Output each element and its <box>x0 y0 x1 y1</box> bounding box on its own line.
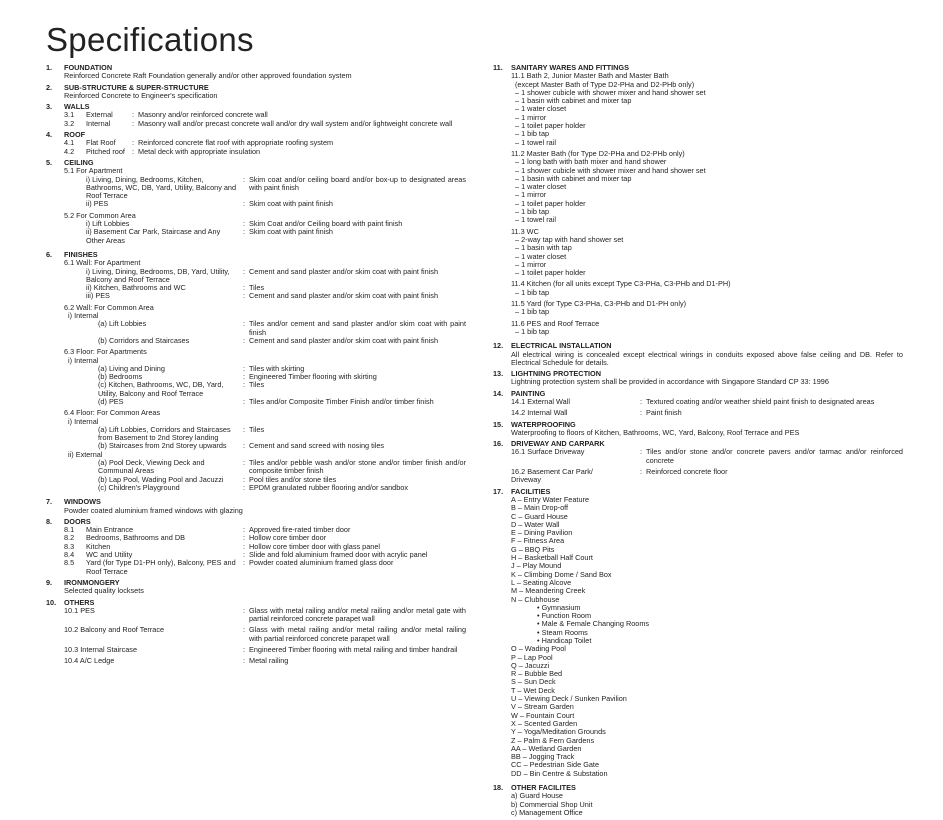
sub-heading: 11.6 PES and Roof Terrace <box>511 318 600 328</box>
row-value: Hollow core timber door with glass panel <box>249 541 380 551</box>
section-substructure <box>46 84 466 101</box>
row-value: Approved fire-rated timber door <box>249 525 351 535</box>
section-title: IRONMONGERY <box>64 577 120 587</box>
row-number: 8.5 <box>64 558 75 568</box>
fitting-list <box>493 89 903 147</box>
row-value: Engineered Timber flooring with metal railing and timber handrail <box>249 645 458 654</box>
spec-row: ii) Kitchen, Bathrooms and WC : Tiles <box>46 284 466 292</box>
list-item: – 1 towel rail <box>515 215 556 225</box>
sub-heading: 6.2 Wall: For Common Area <box>64 302 154 312</box>
sub-heading-note: (except Master Bath of Type D2-PHa and D2-PHb only) <box>515 79 695 89</box>
section-title: DRIVEWAY AND CARPARK <box>511 439 605 449</box>
row-value: Glass with metal railing and/or metal railing and/or metal gate with partial reinforced concrete parapet wall <box>249 605 466 624</box>
list-item: – 1 basin with tap <box>515 243 572 253</box>
spec-row: i) Lift Lobbies : Skim Coat and/or Ceiling board with paint finish <box>46 220 466 228</box>
spec-row: (a) Pool Deck, Viewing Deck and Communal Areas : Tiles and/or pebble wash and/or stone and/or timber finish and/or composite timber finish <box>46 459 466 476</box>
section-number: 18. <box>493 783 504 793</box>
sub-heading: i) Internal <box>68 355 99 365</box>
spec-row: 3.1 External : Masonry and/or reinforced concrete wall <box>46 111 466 119</box>
row-value: Masonry wall and/or precast concrete wall and/or dry wall system and/or lightweight concrete wall <box>138 118 453 128</box>
section-electrical <box>493 342 903 367</box>
row-value: Metal railing <box>249 656 289 666</box>
row-label: (a) Lift Lobbies, Corridors and Staircases from Basement to 2nd Storey landing <box>98 424 231 443</box>
section-number: 3. <box>46 102 53 112</box>
spec-row: (a) Living and Dining : Tiles with skirting <box>46 365 466 373</box>
row-value: Cement and sand screed with nosing tiles <box>249 441 385 451</box>
row-value: Hollow core timber door <box>249 533 327 543</box>
list-item: a) Guard House <box>511 791 563 801</box>
list-item: • Steam Rooms <box>537 627 588 637</box>
row-label: i) Lift Lobbies <box>86 219 130 229</box>
list-item: M – Meandering Creek <box>511 586 586 596</box>
row-number: 8.2 <box>64 533 75 543</box>
row-label: 14.2 Internal Wall <box>511 408 568 418</box>
list-item: – 1 bib tap <box>515 307 550 317</box>
spec-row: (a) Lift Lobbies, Corridors and Staircases from Basement to 2nd Storey landing : Tiles <box>46 426 466 443</box>
row-label: 10.4 A/C Ledge <box>64 656 115 666</box>
spec-row: 8.2 Bedrooms, Bathrooms and DB : Hollow core timber door <box>46 534 466 542</box>
row-value: Masonry and/or reinforced concrete wall <box>138 110 268 120</box>
clubhouse-list <box>493 604 903 645</box>
list-item: BB – Jogging Track <box>511 752 575 762</box>
spec-row: (c) Kitchen, Bathrooms, WC, DB, Yard, Utility, Balcony and Roof Terrace : Tiles <box>46 381 466 398</box>
sub-heading: 6.1 Wall: For Apartment <box>64 258 141 268</box>
row-number: 4.2 <box>64 146 75 156</box>
section-title: PAINTING <box>511 388 546 398</box>
spec-row: iii) PES : Cement and sand plaster and/or skim coat with paint finish <box>46 292 466 300</box>
row-value: Powder coated aluminium framed glass door <box>249 558 394 568</box>
row-label: (a) Pool Deck, Viewing Deck and Communal Areas <box>98 458 205 476</box>
section-title: DOORS <box>64 516 91 526</box>
row-label: (c) Children's Playground <box>98 482 180 492</box>
list-item: J – Play Mound <box>511 561 562 571</box>
section-number: 9. <box>46 577 53 587</box>
page-title: Specifications <box>46 21 254 58</box>
section-ironmongery <box>46 579 466 596</box>
section-title: WINDOWS <box>64 497 101 507</box>
list-item: Z – Palm & Fern Gardens <box>511 735 595 745</box>
section-title: FACILITIES <box>511 486 551 496</box>
list-item: U – Viewing Deck / Sunken Pavilion <box>511 694 627 704</box>
list-item: H – Basketball Half Court <box>511 553 593 563</box>
row-value: Tiles <box>249 424 265 434</box>
row-label: i) Living, Dining, Bedrooms, DB, Yard, Utility, Balcony and Roof Terrace <box>86 266 230 284</box>
row-label: (b) Bedrooms <box>98 372 143 382</box>
sub-heading: 11.4 Kitchen (for all units except Type C3-PHa, C3-PHb and D1-PH) <box>511 279 731 289</box>
sub-heading: 6.3 Floor: For Apartments <box>64 347 147 357</box>
section-title: ELECTRICAL INSTALLATION <box>511 341 612 351</box>
list-item: S – Sun Deck <box>511 677 556 687</box>
row-label: 10.3 Internal Staircase <box>64 645 138 654</box>
spec-row: (c) Children's Playground : EPDM granulated rubber flooring and/or sandbox <box>46 484 466 492</box>
spec-row: (d) PES : Tiles and/or Composite Timber Finish and/or timber finish <box>46 398 466 406</box>
section-title: WALLS <box>64 102 90 112</box>
list-item: – 1 bib tap <box>515 207 550 217</box>
spec-row: (b) Bedrooms : Engineered Timber flooring with skirting <box>46 373 466 381</box>
list-item: Q – Jacuzzi <box>511 660 550 670</box>
sub-heading: 11.3 WC <box>511 226 539 236</box>
section-roof <box>46 131 466 156</box>
row-value: Tiles and/or pebble wash and/or stone and/or timber finish and/or composite timber finish <box>249 458 466 476</box>
section-number: 7. <box>46 497 53 507</box>
section-number: 12. <box>493 341 504 351</box>
section-number: 16. <box>493 439 504 449</box>
section-title: OTHER FACILITES <box>511 783 576 793</box>
spec-row: 16.2 Basement Car Park/ Driveway : Reinforced concrete floor <box>493 468 903 485</box>
section-title: SUB-STRUCTURE & SUPER-STRUCTURE <box>64 82 209 92</box>
spec-row: (b) Corridors and Staircases : Cement and sand plaster and/or skim coat with paint finish <box>46 337 466 345</box>
row-value: Skim Coat and/or Ceiling board with paint finish <box>249 219 403 229</box>
section-number: 6. <box>46 249 53 259</box>
list-item: – 1 bib tap <box>515 129 550 139</box>
section-waterproofing <box>493 421 903 438</box>
row-value: Reinforced concrete floor <box>646 467 728 477</box>
list-item: AA – Wetland Garden <box>511 743 582 753</box>
section-number: 8. <box>46 516 53 526</box>
section-text: Lightning protection system shall be provided in accordance with Singapore Standard CP 33: 1996 <box>511 377 829 387</box>
row-number: 4.1 <box>64 138 75 148</box>
list-item: Y – Yoga/Meditation Grounds <box>511 727 606 737</box>
row-label: Yard (for Type D1-PH only), Balcony, PES and Roof Terrace <box>86 558 236 576</box>
section-text: Selected quality locksets <box>64 586 144 596</box>
sub-heading: 11.1 Bath 2, Junior Master Bath and Master Bath <box>511 71 669 81</box>
spec-row: 4.1 Flat Roof : Reinforced concrete flat roof with appropriate roofing system <box>46 139 466 147</box>
list-item: L – Seating Alcove <box>511 577 572 587</box>
section-number: 2. <box>46 82 53 92</box>
section-title: CEILING <box>64 157 94 167</box>
list-item: DD – Bin Centre & Substation <box>511 768 608 778</box>
list-item: – 1 mirror <box>515 190 547 200</box>
row-value: Engineered Timber flooring with skirting <box>249 372 377 382</box>
list-item: W – Fountain Court <box>511 710 575 720</box>
row-label: ii) PES <box>86 199 109 209</box>
section-finishes <box>46 251 466 492</box>
list-item: – 1 bib tap <box>515 287 550 297</box>
row-label: Kitchen <box>86 541 111 551</box>
facility-list <box>493 496 903 604</box>
row-label: Bedrooms, Bathrooms and DB <box>86 533 185 543</box>
row-value: Tiles <box>249 283 265 293</box>
facility-list <box>493 645 903 778</box>
list-item: b) Commercial Shop Unit <box>511 799 593 809</box>
section-number: 14. <box>493 388 504 398</box>
fitting-list <box>493 236 903 277</box>
list-item: A – Entry Water Feature <box>511 494 589 504</box>
row-value: Cement and sand plaster and/or skim coat with paint finish <box>249 335 439 345</box>
list-item: – 1 toilet paper holder <box>515 198 586 208</box>
row-label: (b) Corridors and Staircases <box>98 335 190 345</box>
spec-row: i) Living, Dining, Bedrooms, Kitchen, Bathrooms, WC, DB, Yard, Utility, Balcony and Roof Terrace : Skim coat and/or ceiling board and/or box-up to designated areas with paint finish <box>46 176 466 201</box>
row-value: Skim coat with paint finish <box>249 227 333 237</box>
list-item: – 1 water closet <box>515 104 567 114</box>
fitting-list <box>493 328 903 336</box>
spec-row: ii) Basement Car Park, Staircase and Any Other Areas : Skim coat with paint finish <box>46 228 466 245</box>
list-item: R – Bubble Bed <box>511 669 563 679</box>
list-item: – 1 basin with cabinet and mixer tap <box>515 96 632 106</box>
list-item: c) Management Office <box>511 807 583 817</box>
row-label: External <box>86 110 113 120</box>
row-number: 3.2 <box>64 118 75 128</box>
list-item: – 1 water closet <box>515 251 567 261</box>
row-label: 16.1 Surface Driveway <box>511 447 585 457</box>
fitting-list <box>493 158 903 224</box>
list-item: CC – Pedestrian Side Gate <box>511 760 600 770</box>
row-value: Cement and sand plaster and/or skim coat with paint finish <box>249 291 439 301</box>
list-item: • Male & Female Changing Rooms <box>537 619 650 629</box>
row-value: Tiles and/or stone and/or concrete pavers and/or tarmac and/or reinforced concrete <box>646 447 903 465</box>
section-windows <box>46 498 466 515</box>
spec-row: 8.5 Yard (for Type D1-PH only), Balcony, PES and Roof Terrace : Powder coated aluminium framed glass door <box>46 559 466 576</box>
row-value: Tiles with skirting <box>249 363 305 373</box>
section-sanitary <box>493 64 903 336</box>
list-item: B – Main Drop-off <box>511 503 569 513</box>
row-value: Tiles <box>249 380 265 390</box>
row-label: Main Entrance <box>86 525 134 535</box>
sub-heading: 5.1 For Apartment <box>64 166 123 176</box>
row-label: (b) Lap Pool, Wading Pool and Jacuzzi <box>98 474 224 484</box>
list-item: – 1 toilet paper holder <box>515 268 586 278</box>
section-text: All electrical wiring is concealed except electrical wirings in conduits exposed above false ceiling and DB. Refer to Electrical Schedule for details. <box>511 349 903 367</box>
row-value: Paint finish <box>646 408 682 418</box>
sub-heading: 6.4 Floor: For Common Areas <box>64 408 161 418</box>
list-item: – 1 toilet paper holder <box>515 121 586 131</box>
row-label: (c) Kitchen, Bathrooms, WC, DB, Yard, Utility, Balcony and Roof Terrace <box>98 380 224 398</box>
spec-row: 8.1 Main Entrance : Approved fire-rated timber door <box>46 526 466 534</box>
spec-row: (b) Staircases from 2nd Storey upwards : Cement and sand screed with nosing tiles <box>46 442 466 450</box>
section-title: OTHERS <box>64 597 95 607</box>
row-value: Skim coat and/or ceiling board and/or box-up to designated areas with paint finish <box>249 174 466 192</box>
sub-heading: ii) External <box>68 449 103 459</box>
section-number: 11. <box>493 63 503 72</box>
row-label: ii) Basement Car Park, Staircase and Any Other Areas <box>86 227 221 245</box>
spec-row: i) Living, Dining, Bedrooms, DB, Yard, Utility, Balcony and Roof Terrace : Cement and sand plaster and/or skim coat with paint finish <box>46 268 466 285</box>
section-number: 10. <box>46 597 57 607</box>
list-item: E – Dining Pavilion <box>511 528 573 538</box>
section-title: FOUNDATION <box>64 63 113 72</box>
spec-row: 16.1 Surface Driveway : Tiles and/or stone and/or concrete pavers and/or tarmac and/or reinforced concrete <box>511 447 903 465</box>
sub-heading: i) Internal <box>68 416 99 426</box>
other-facility-list <box>493 792 903 817</box>
list-item: F – Fitness Area <box>511 536 565 546</box>
section-number: 4. <box>46 130 53 140</box>
section-title: LIGHTNING PROTECTION <box>511 369 601 379</box>
section-walls <box>46 103 466 128</box>
row-label: (a) Lift Lobbies <box>98 319 147 329</box>
section-foundation <box>46 64 466 81</box>
row-value: Metal deck with appropriate insulation <box>138 146 261 156</box>
row-label: i) Living, Dining, Bedrooms, Kitchen, Bathrooms, WC, DB, Yard, Utility, Balcony and Roof Terrace <box>86 174 237 201</box>
section-others <box>46 599 466 666</box>
row-number: 3.1 <box>64 110 75 120</box>
row-label: (a) Living and Dining <box>98 363 165 373</box>
row-label: Flat Roof <box>86 138 116 148</box>
spec-row: 8.4 WC and Utility : Slide and fold aluminium framed door with acrylic panel <box>46 551 466 559</box>
section-number: 15. <box>493 419 504 429</box>
spec-row: 14.2 Internal Wall : Paint finish <box>493 409 903 417</box>
list-item: O – Wading Pool <box>511 644 566 654</box>
row-label: (d) PES <box>98 396 124 406</box>
section-title: ROOF <box>64 130 86 140</box>
row-value: Textured coating and/or weather shield paint finish to designated areas <box>646 396 875 406</box>
row-number: 8.1 <box>64 525 75 535</box>
list-item: T – Wet Deck <box>511 685 555 695</box>
row-value: EPDM granulated rubber flooring and/or sandbox <box>249 482 409 492</box>
list-item: G – BBQ Pits <box>511 544 555 554</box>
section-number: 17. <box>493 486 504 496</box>
section-text: Waterproofing to floors of Kitchen, Bathrooms, WC, Yard, Balcony, Roof Terrace and PES <box>511 427 800 437</box>
spec-row: 10.3 Internal Staircase : Engineered Timber flooring with metal railing and timber handrail <box>46 646 466 654</box>
section-ceiling <box>46 159 466 245</box>
section-number: 5. <box>46 157 53 167</box>
row-label: WC and Utility <box>86 550 133 560</box>
row-number: 8.4 <box>64 550 75 560</box>
list-item: – 1 shower cubicle with shower mixer and hand shower set <box>515 165 706 175</box>
list-item: – 2-way tap with hand shower set <box>515 234 624 244</box>
sub-heading: 11.2 Master Bath (for Type D2-PHa and D2-PHb only) <box>511 148 685 158</box>
row-label: 10.1 PES <box>64 605 95 615</box>
row-label: iii) PES <box>86 291 110 301</box>
row-label: (b) Staircases from 2nd Storey upwards <box>98 441 227 451</box>
list-item: – 1 shower cubicle with shower mixer and hand shower set <box>515 87 706 97</box>
list-item: K – Climbing Dome / Sand Box <box>511 569 612 579</box>
sub-heading: 11.5 Yard (for Type C3-PHa, C3-PHb and D1-PH only) <box>511 299 687 309</box>
list-item: • Handicap Toilet <box>537 636 592 645</box>
left-column <box>46 64 466 669</box>
row-label: 10.2 Balcony and Roof Terrace <box>64 625 165 635</box>
list-item: – 1 water closet <box>515 182 567 192</box>
list-item: – 1 long bath with bath mixer and hand shower <box>515 157 667 167</box>
row-value: Pool tiles and/or stone tiles <box>249 474 337 484</box>
spec-row: 8.3 Kitchen : Hollow core timber door with glass panel <box>46 543 466 551</box>
spec-row: (a) Lift Lobbies : Tiles and/or cement and sand plaster and/or skim coat with paint finish <box>46 320 466 337</box>
list-item: • Function Room <box>537 611 592 621</box>
section-number: 1. <box>46 63 53 72</box>
row-value: Slide and fold aluminium framed door with acrylic panel <box>249 550 428 560</box>
list-item: – 1 basin with cabinet and mixer tap <box>515 173 632 183</box>
fitting-list <box>493 308 903 316</box>
section-text: Reinforced Concrete Raft Foundation generally and/or other approved foundation system <box>64 71 352 81</box>
row-value: Skim coat with paint finish <box>249 199 333 209</box>
row-value: Cement and sand plaster and/or skim coat with paint finish <box>249 266 439 276</box>
section-driveway <box>493 440 903 484</box>
spec-row: 4.2 Pitched roof : Metal deck with appropriate insulation <box>46 148 466 156</box>
spec-row: 14.1 External Wall : Textured coating and/or weather shield paint finish to designated areas <box>493 398 903 406</box>
list-item: D – Water Wall <box>511 519 560 529</box>
row-value: Glass with metal railing and/or metal railing and/or metal railing with partial reinforced concrete parapet wall <box>249 625 466 643</box>
row-label: 14.1 External Wall <box>511 396 570 406</box>
list-item: – 1 mirror <box>515 112 547 122</box>
spec-row: 10.2 Balcony and Roof Terrace : Glass with metal railing and/or metal railing and/or metal railing with partial reinforced concrete parapet wall <box>64 625 466 643</box>
section-number: 13. <box>493 369 504 379</box>
sub-heading: 5.2 For Common Area <box>64 210 136 220</box>
row-label: Internal <box>86 118 111 128</box>
spec-row: (b) Lap Pool, Wading Pool and Jacuzzi : Pool tiles and/or stone tiles <box>46 476 466 484</box>
section-painting <box>493 390 903 418</box>
section-lightning <box>493 370 903 387</box>
row-label: ii) Kitchen, Bathrooms and WC <box>86 283 186 293</box>
row-number: 8.3 <box>64 541 75 551</box>
row-value: Tiles and/or Composite Timber Finish and/or timber finish <box>249 396 434 406</box>
section-doors <box>46 518 466 576</box>
list-item: N – Clubhouse <box>511 594 560 604</box>
fitting-list <box>493 289 903 297</box>
list-item: – 1 bib tap <box>515 326 550 336</box>
spec-row: ii) PES : Skim coat with paint finish <box>46 200 466 208</box>
section-title: WATERPROOFING <box>511 419 576 429</box>
row-value: Reinforced concrete flat roof with appropriate roofing system <box>138 138 334 148</box>
row-label: Pitched roof <box>86 146 125 156</box>
spec-row: 3.2 Internal : Masonry wall and/or precast concrete wall and/or dry wall system and/or lightweight concrete wall <box>46 120 466 128</box>
section-text: Reinforced Concrete to Engineer's specification <box>64 90 218 100</box>
spec-row: 10.4 A/C Ledge : Metal railing <box>46 657 466 665</box>
list-item: C – Guard House <box>511 511 568 521</box>
row-label: 16.2 Basement Car Park/ Driveway <box>511 467 593 485</box>
list-item: • Gymnasium <box>537 602 581 612</box>
section-text: Powder coated aluminium framed windows with glazing <box>64 505 243 515</box>
spec-row: 10.1 PES : Glass with metal railing and/or metal railing and/or metal gate with partial reinforced concrete parapet wall <box>64 605 466 624</box>
list-item: – 1 mirror <box>515 259 547 269</box>
section-other-facilities <box>493 784 903 817</box>
section-title: FINISHES <box>64 249 98 259</box>
sub-heading: i) Internal <box>68 311 99 321</box>
list-item: – 1 towel rail <box>515 137 556 147</box>
list-item: P – Lap Pool <box>511 652 553 662</box>
list-item: V – Stream Garden <box>511 702 574 712</box>
list-item: X – Scented Garden <box>511 718 578 728</box>
section-title: SANITARY WARES AND FITTINGS <box>511 63 629 72</box>
section-facilities <box>493 488 903 778</box>
right-column <box>493 64 903 820</box>
row-value: Tiles and/or cement and sand plaster and/or skim coat with paint finish <box>249 319 466 337</box>
